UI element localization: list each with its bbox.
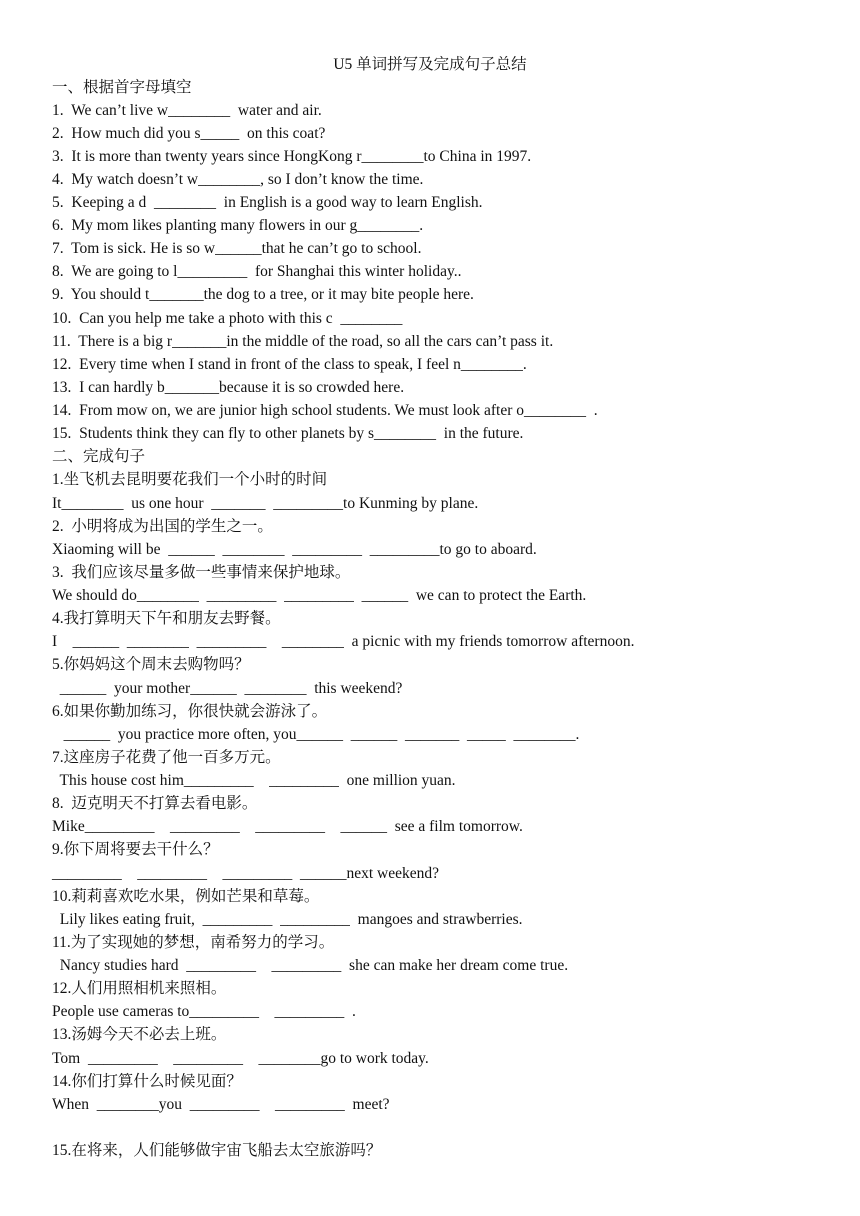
fill-item-5: 5. Keeping a d ________ in English is a good way to learn English. (52, 194, 483, 211)
sentence-7-english: This house cost him_________ _________ one million yuan. (52, 772, 456, 789)
sentence-8-chinese: 8. 迈克明天不打算去看电影。 (52, 795, 258, 812)
sentence-11-chinese: 11.为了实现她的梦想，南希努力的学习。 (52, 934, 335, 951)
sentence-9-chinese: 9.你下周将要去干什么？ (52, 841, 219, 858)
sentence-6-chinese: 6.如果你勤加练习，你很快就会游泳了。 (52, 703, 328, 720)
sentence-1-english: It________ us one hour _______ _________to Kunming by plane. (52, 495, 479, 512)
fill-item-3: 3. It is more than twenty years since HongKong r________to China in 1997. (52, 148, 532, 165)
section2-heading: 二、完成句子 (52, 448, 146, 465)
sentence-1-chinese: 1.坐飞机去昆明要花我们一个小时的时间 (52, 471, 328, 488)
fill-item-11: 11. There is a big r_______in the middle of the road, so all the cars can’t pass it. (52, 333, 554, 350)
sentence-5-chinese: 5.你妈妈这个周末去购物吗？ (52, 656, 250, 673)
fill-item-13: 13. I can hardly b_______because it is so crowded here. (52, 379, 405, 396)
fill-item-6: 6. My mom likes planting many flowers in our g________. (52, 217, 424, 234)
fill-item-9: 9. You should t_______the dog to a tree, or it may bite people here. (52, 286, 474, 303)
sentence-7-chinese: 7.这座房子花费了他一百多万元。 (52, 749, 281, 766)
sentence-10-english: Lily likes eating fruit, _________ _________ mangoes and strawberries. (52, 911, 523, 928)
fill-item-10: 10. Can you help me take a photo with this c ________ (52, 310, 403, 327)
page-title: U5 单词拼写及完成句子总结 (333, 56, 527, 73)
fill-item-4: 4. My watch doesn’t w________, so I don’t know the time. (52, 171, 424, 188)
sentence-6-english: ______ you practice more often, you______ ______ _______ _____ ________. (52, 726, 580, 743)
sentence-4-chinese: 4.我打算明天下午和朋友去野餐。 (52, 610, 281, 627)
sentence-13-chinese: 13.汤姆今天不必去上班。 (52, 1026, 227, 1043)
sentence-4-english: I ______ ________ _________ ________ a picnic with my friends tomorrow afternoon. (52, 633, 635, 650)
sentence-10-chinese: 10.莉莉喜欢吃水果，例如芒果和草莓。 (52, 888, 320, 905)
sentence-8-english: Mike_________ _________ _________ ______ see a film tomorrow. (52, 818, 523, 835)
sentence-14-english: When ________you _________ _________ meet? (52, 1096, 390, 1113)
fill-item-8: 8. We are going to l_________ for Shanghai this winter holiday.. (52, 263, 462, 280)
sentence-3-english: We should do________ _________ _________ ______ we can to protect the Earth. (52, 587, 587, 604)
sentence-2-chinese: 2. 小明将成为出国的学生之一。 (52, 518, 273, 535)
sentence-12-english: People use cameras to_________ _________ . (52, 1003, 356, 1020)
fill-item-15: 15. Students think they can fly to other planets by s________ in the future. (52, 425, 524, 442)
sentence-15-chinese: 15.在将来，人们能够做宇宙飞船去太空旅游吗？ (52, 1142, 382, 1159)
fill-item-14: 14. From mow on, we are junior high school students. We must look after o________ . (52, 402, 598, 419)
sentence-3-chinese: 3. 我们应该尽量多做一些事情来保护地球。 (52, 564, 351, 581)
sentence-14-chinese: 14.你们打算什么时候见面？ (52, 1073, 242, 1090)
sentence-5-english: ______ your mother______ ________ this weekend? (52, 680, 403, 697)
sentence-9-english: _________ _________ _________ ______next weekend? (52, 865, 440, 882)
fill-item-2: 2. How much did you s_____ on this coat? (52, 125, 326, 142)
sentence-13-english: Tom _________ _________ ________go to work today. (52, 1050, 429, 1067)
sentence-12-chinese: 12.人们用照相机来照相。 (52, 980, 227, 997)
sentence-11-english: Nancy studies hard _________ _________ she can make her dream come true. (52, 957, 569, 974)
fill-item-7: 7. Tom is sick. He is so w______that he can’t go to school. (52, 240, 422, 257)
section1-heading: 一、根据首字母填空 (52, 79, 192, 96)
fill-item-12: 12. Every time when I stand in front of the class to speak, I feel n________. (52, 356, 527, 373)
fill-item-1: 1. We can’t live w________ water and air. (52, 102, 322, 119)
sentence-2-english: Xiaoming will be ______ ________ _________ _________to go to aboard. (52, 541, 537, 558)
